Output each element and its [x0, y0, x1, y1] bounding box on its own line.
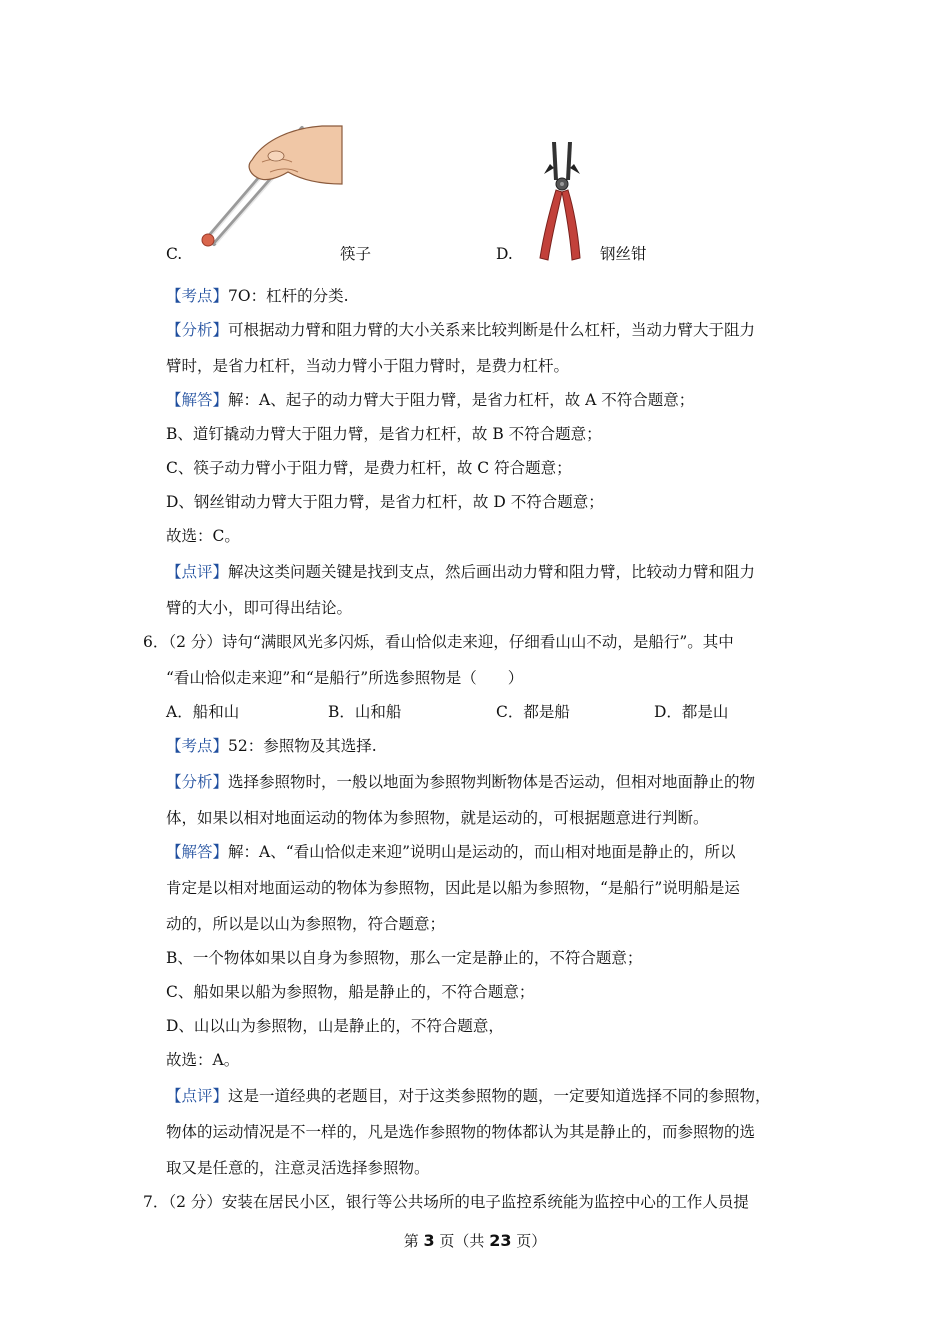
q5-dianping	[166, 562, 755, 582]
fenxi-tag: 【分析】	[166, 773, 229, 791]
stem-line: （2 分）安装在居民小区，银行等公共场所的电子监控系统能为监控中心的工作人员提	[168, 1193, 749, 1211]
jieda-line: D、钢丝钳动力臂大于阻力臂，是省力杠杆，故 D 不符合题意；	[166, 493, 604, 511]
jieda-line: 解：A、“看山恰似走来迎”说明山是运动的，而山相对地面是静止的，所以	[228, 843, 736, 861]
footer-middle: 页（共	[434, 1232, 490, 1250]
jieda-line: B、一个物体如果以自身为参照物，那么一定是静止的，不符合题意；	[166, 949, 643, 967]
question-6-stem	[143, 632, 734, 652]
q5-jieda	[166, 390, 694, 410]
option-a: A．船和山	[166, 703, 240, 721]
kaodian-text: 52：参照物及其选择.	[228, 737, 377, 755]
question-number: 7．	[143, 1193, 169, 1211]
jieda-line: 肯定是以相对地面运动的物体为参照物，因此是以船为参照物，“是船行”说明船是运	[166, 879, 740, 897]
option-d-name: 钢丝钳	[600, 245, 647, 263]
jieda-tag: 【解答】	[166, 843, 229, 861]
fenxi-tag: 【分析】	[166, 321, 229, 339]
dianping-line: 取又是任意的，注意灵活选择参照物。	[166, 1159, 430, 1177]
dianping-line: 物体的运动情况是不一样的，凡是选作参照物的物体都认为其是静止的，而参照物的选	[166, 1123, 756, 1141]
dianping-line: 臂的大小，即可得出结论。	[166, 599, 353, 617]
stem-line: （2 分）诗句“满眼风光多闪烁，看山恰似走来迎，仔细看山山不动，是船行”。其中	[168, 633, 734, 651]
kaodian-text: 7O：杠杆的分类.	[228, 287, 349, 305]
kaodian-tag: 【考点】	[166, 287, 229, 305]
q6-fenxi	[166, 772, 755, 792]
jieda-tag: 【解答】	[166, 391, 229, 409]
option-b: B．山和船	[328, 703, 402, 721]
footer-suffix: 页）	[511, 1232, 547, 1250]
fenxi-line: 选择参照物时，一般以地面为参照物判断物体是否运动，但相对地面静止的物	[228, 773, 756, 791]
jieda-line: 动的，所以是以山为参照物，符合题意；	[166, 915, 446, 933]
page-number: 3	[423, 1231, 435, 1250]
dianping-line: 解决这类问题关键是找到支点，然后画出动力臂和阻力臂，比较动力臂和阻力	[228, 563, 756, 581]
question-7-stem	[143, 1192, 749, 1212]
jieda-answer: 故选：A。	[166, 1051, 240, 1069]
option-c-letter: C.	[166, 245, 183, 263]
fenxi-line: 可根据动力臂和阻力臂的大小关系来比较判断是什么杠杆，当动力臂大于阻力	[228, 321, 756, 339]
q5-fenxi	[166, 320, 755, 340]
dianping-line: 这是一道经典的老题目，对于这类参照物的题，一定要知道选择不同的参照物，	[228, 1087, 771, 1105]
option-d: D．都是山	[654, 703, 729, 721]
jieda-line: D、山以山为参照物，山是静止的，不符合题意，	[166, 1017, 504, 1035]
pliers-image	[530, 140, 592, 262]
jieda-line: C、筷子动力臂小于阻力臂，是费力杠杆，故 C 符合题意；	[166, 459, 572, 477]
option-c-name: 筷子	[340, 245, 372, 263]
dianping-tag: 【点评】	[166, 563, 229, 581]
jieda-line: 解：A、起子的动力臂大于阻力臂，是省力杠杆，故 A 不符合题意；	[228, 391, 695, 409]
q6-dianping	[166, 1086, 771, 1106]
q6-kaodian	[166, 736, 377, 756]
chopsticks-image	[192, 122, 344, 252]
dianping-tag: 【点评】	[166, 1087, 229, 1105]
kaodian-tag: 【考点】	[166, 737, 229, 755]
q5-kaodian	[166, 286, 349, 306]
option-d-letter: D.	[496, 245, 513, 263]
page-footer	[0, 1230, 950, 1251]
fenxi-line: 臂时，是省力杠杆，当动力臂小于阻力臂时，是费力杠杆。	[166, 357, 570, 375]
jieda-answer: 故选：C。	[166, 527, 240, 545]
total-pages: 23	[489, 1231, 512, 1250]
question-number: 6．	[143, 633, 169, 651]
stem-line: “看山恰似走来迎”和“是船行”所选参照物是（ ）	[166, 669, 524, 687]
option-c: C．都是船	[496, 703, 570, 721]
fenxi-line: 体，如果以相对地面运动的物体为参照物，就是运动的，可根据题意进行判断。	[166, 809, 709, 827]
jieda-line: C、船如果以船为参照物，船是静止的，不符合题意；	[166, 983, 535, 1001]
q6-jieda	[166, 842, 736, 862]
footer-prefix: 第	[403, 1232, 424, 1250]
jieda-line: B、道钉撬动力臂大于阻力臂，是省力杠杆，故 B 不符合题意；	[166, 425, 602, 443]
